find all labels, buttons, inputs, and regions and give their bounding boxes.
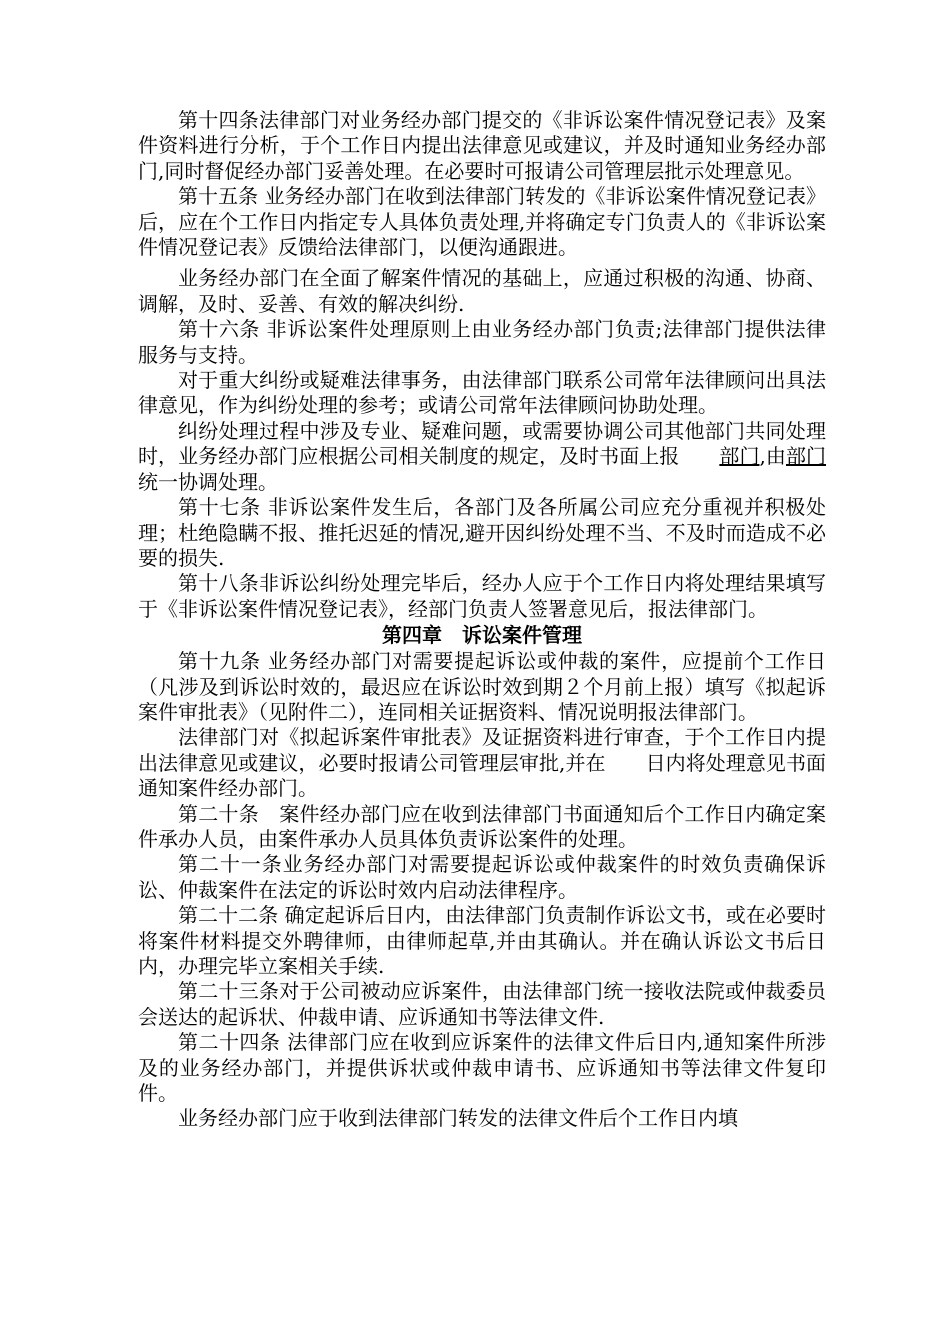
article-19: 第十九条 业务经办部门对需要提起诉讼或仲裁的案件，应提前个工作日（凡涉及到诉讼时效的，最迟应在诉讼时效到期２个月前上报）填写《拟起诉案件审批表》（见附件二），连同相关证据资料、情况说明报法律部门。: [138, 649, 826, 724]
article-16-para-3-text: 纠纷处理过程中涉及专业、疑难问题，或需要协调公司其他部门共同处理时，业务经办部门应根据公司相关制度的规定，及时书面上报: [138, 418, 826, 469]
article-16-para-3-mid: ,由: [759, 444, 786, 469]
article-14: 第十四条法律部门对业务经办部门提交的《非诉讼案件情况登记表》及案件资料进行分析，于个工作日内提出法律意见或建议，并及时通知业务经办部门,同时督促经办部门妥善处理。在必要时可报请公司管理层批示处理意见。: [138, 108, 826, 183]
article-15: 第十五条 业务经办部门在收到法律部门转发的《非诉讼案件情况登记表》后，应在个工作日内指定专人具体负责处理,并将确定专门负责人的《非诉讼案件情况登记表》反馈给法律部门，以便沟通跟进。: [138, 184, 826, 260]
document-page: [138, 108, 826, 1132]
article-19-para-2-end: 日内将处理意见书面通知案件经办部门。: [138, 750, 827, 801]
article-19-para-2-text: 法律部门对《拟起诉案件审批表》及证据资料进行审查，于个工作日内提出法律意见或建议，必要时报请公司管理层审批,并在: [138, 725, 826, 775]
article-20: 第二十条 案件经办部门应在收到法律部门书面通知后个工作日内确定案件承办人员，由案件承办人员具体负责诉讼案件的处理。: [138, 801, 826, 851]
article-18: 第十八条非诉讼纠纷处理完毕后，经办人应于个工作日内将处理结果填写于《非诉讼案件情况登记表》，经部门负责人签署意见后，报法律部门。: [138, 571, 826, 621]
underlined-department-blank-2: 部门: [785, 444, 827, 469]
article-24: 第二十四条 法律部门应在收到应诉案件的法律文件后日内,通知案件所涉及的业务经办部门，并提供诉状或仲裁申请书、应诉通知书等法律文件复印件。: [138, 1030, 826, 1106]
article-21: 第二十一条业务经办部门对需要提起诉讼或仲裁案件的时效负责确保诉讼、仲裁案件在法定的诉讼时效内启动法律程序。: [138, 852, 826, 902]
article-15-para-2: 业务经办部门在全面了解案件情况的基础上，应通过积极的沟通、协商、调解，及时、妥善、有效的解决纠纷.: [138, 266, 826, 316]
article-23: 第二十三条对于公司被动应诉案件，由法律部门统一接收法院或仲裁委员会送达的起诉状、仲裁申请、应诉通知书等法律文件.: [138, 979, 826, 1029]
article-16: 第十六条 非诉讼案件处理原则上由业务经办部门负责;法律部门提供法律服务与支持。: [138, 317, 826, 367]
article-19-para-2: [138, 725, 826, 801]
article-16-para-2: 对于重大纠纷或疑难法律事务，由法律部门联系公司常年法律顾问出具法律意见，作为纠纷处理的参考；或请公司常年法律顾问协助处理。: [138, 368, 826, 418]
article-16-para-3: [138, 419, 826, 495]
article-22: 第二十二条 确定起诉后日内，由法律部门负责制作诉讼文书，或在必要时将案件材料提交外聘律师，由律师起草,并由其确认。并在确认诉讼文书后日内，办理完毕立案相关手续.: [138, 903, 826, 978]
article-16-para-3-end: 统一协调处理。: [138, 469, 278, 494]
article-24-para-2: 业务经办部门应于收到法律部门转发的法律文件后个工作日内填: [178, 1106, 738, 1131]
underlined-department-blank-1: 部门: [719, 444, 760, 469]
article-17: 第十七条 非诉讼案件发生后，各部门及各所属公司应充分重视并积极处理；杜绝隐瞒不报、推托迟延的情况,避开因纠纷处理不当、不及时而造成不必要的损失.: [138, 495, 826, 570]
chapter-4-heading: 第四章 诉讼案件管理: [382, 623, 582, 648]
